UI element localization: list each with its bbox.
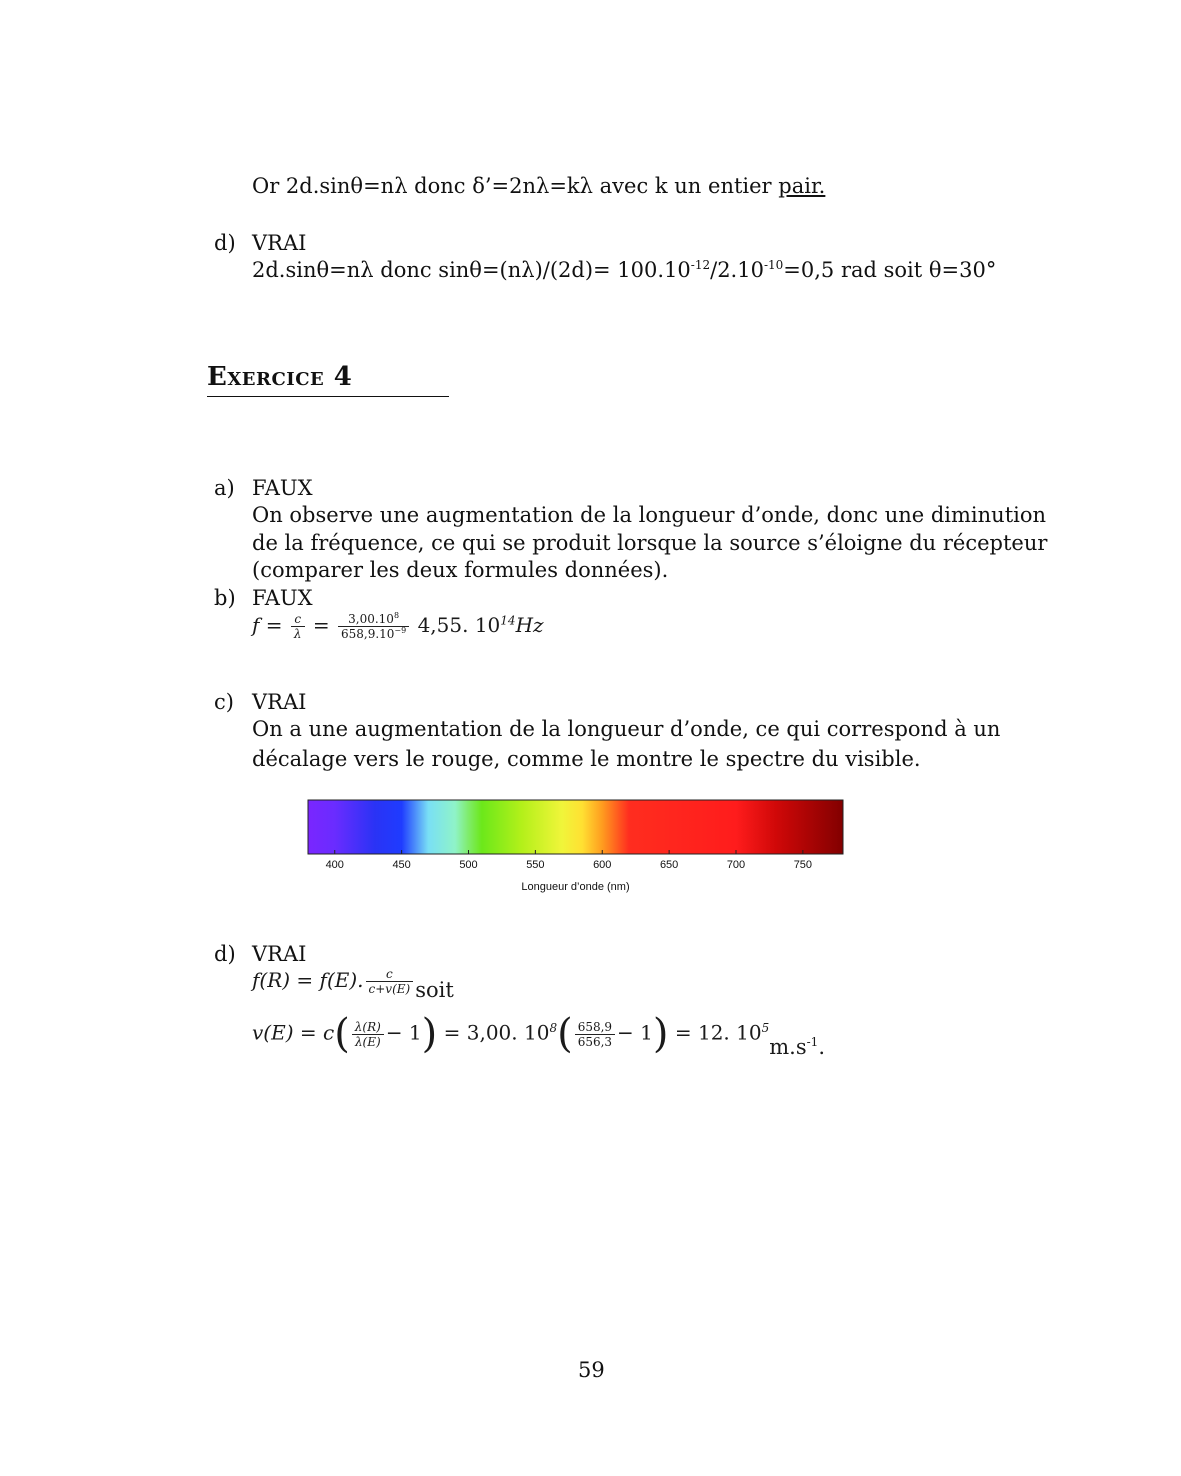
item-b-frac-2 — [338, 612, 409, 641]
item-d-formula-2-frac-2 — [575, 1020, 615, 1049]
item-d-paren-open-2: ( — [557, 1011, 573, 1057]
item-b-frac-1-den: λ — [293, 627, 302, 641]
item-d-paren-close-2: ) — [652, 1011, 669, 1057]
item-b-formula-eq: = — [312, 613, 330, 637]
spectrum-tick-label: 450 — [392, 859, 411, 871]
item-b-frac-2-den-exp: −9 — [394, 626, 407, 635]
exercise-heading: Exercice 4 — [207, 362, 353, 392]
item-b-result-exp: 14 — [500, 613, 516, 628]
item-d-formula-2-mid-exp: 8 — [549, 1020, 558, 1035]
item-d-formula-2-frac-1 — [352, 1020, 384, 1049]
item-b-formula-lhs: f = — [252, 613, 283, 637]
page-number: 59 — [578, 1358, 605, 1382]
item-b-unit: Hz — [515, 613, 544, 637]
item-d-formula-1-den: c+v(E) — [368, 982, 411, 996]
item-d-formula-1-lhs: f(R) = f(E). — [252, 968, 364, 992]
item-b-frac-2-den: 658,9.10 — [340, 627, 395, 641]
item-d-formula-2-minus-2: − 1 — [617, 1020, 653, 1045]
top-item-d-exp2: -10 — [763, 258, 784, 272]
item-c-line-1: On a une augmentation de la longueur d’onde, ce qui correspond à un — [252, 717, 1001, 741]
item-b-frac-1 — [291, 612, 305, 641]
top-item-d-text-a: 2d.sinθ=nλ donc sinθ=(nλ)/(2d)= 100.10 — [252, 258, 691, 282]
item-d-paren-close-1: ) — [421, 1011, 438, 1057]
spectrum-tick-label: 650 — [659, 859, 679, 871]
visible-spectrum — [300, 795, 860, 900]
item-b-label: b) — [214, 586, 236, 610]
top-item-d-text — [252, 256, 996, 284]
item-a-line-2: de la fréquence, ce qui se produit lorsque la source s’éloigne du récepteur — [252, 531, 1048, 555]
item-b-result: 4,55. 10 — [417, 613, 501, 637]
item-d-unit-text: m.s — [769, 1034, 807, 1059]
top-item-d-text-b: /2.10 — [710, 258, 764, 282]
top-line-1-text: Or 2d.sinθ=nλ donc δ’=2nλ=kλ avec k un entier — [252, 174, 779, 198]
item-a-label: a) — [214, 476, 235, 500]
item-b-verdict: FAUX — [252, 586, 313, 610]
item-d-unit-exp: -1 — [806, 1034, 819, 1049]
item-d-formula-2-frac-1-num: λ(R) — [352, 1020, 384, 1035]
item-c-verdict: VRAI — [252, 690, 307, 714]
top-line-1 — [252, 172, 825, 200]
spectrum-bar — [308, 800, 843, 854]
spectrum-tick-label: 550 — [526, 859, 545, 871]
item-b-frac-2-num: 3,00.10 — [348, 612, 394, 626]
item-b-frac-2-num-exp: 8 — [393, 611, 400, 620]
item-d-formula-1-num: c — [366, 967, 414, 982]
item-a-verdict: FAUX — [252, 476, 313, 500]
top-item-d-text-c: =0,5 rad soit θ=30° — [783, 258, 997, 282]
item-d-formula-1-tail: soit — [415, 978, 454, 1002]
spectrum-tick-label: 500 — [459, 859, 478, 871]
item-d-formula-2-lhs: v(E) = c — [252, 1020, 335, 1045]
item-d-verdict: VRAI — [252, 942, 307, 966]
item-a-line-3: (comparer les deux formules données). — [252, 558, 669, 582]
top-item-d-verdict: VRAI — [252, 231, 307, 255]
spectrum-tick-label: 400 — [325, 859, 344, 871]
item-d-unit-end: . — [818, 1034, 825, 1059]
item-d-paren-open-1: ( — [334, 1011, 350, 1057]
top-item-d-label: d) — [214, 231, 236, 255]
item-d-formula-2-minus-1: − 1 — [385, 1020, 422, 1045]
spectrum-tick-label: 750 — [793, 859, 813, 871]
item-d-formula-2-frac-2-num: 658,9 — [575, 1020, 615, 1035]
item-c-label: c) — [214, 690, 234, 714]
top-item-d-exp1: -12 — [690, 258, 711, 272]
item-d-formula-2-mid: = 3,00. 10 — [443, 1020, 550, 1045]
item-d-formula-2-frac-2-den: 656,3 — [577, 1034, 613, 1049]
spectrum-xlabel: Longueur d’onde (nm) — [521, 881, 630, 893]
item-d-formula-2 — [252, 1011, 825, 1059]
item-b-frac-1-num: c — [291, 612, 305, 627]
item-a-line-1: On observe une augmentation de la longueur d’onde, donc une diminution — [252, 503, 1047, 527]
item-d-formula-2-result: = 12. 10 — [674, 1020, 762, 1045]
item-c-line-2: décalage vers le rouge, comme le montre le spectre du visible. — [252, 747, 921, 771]
item-d-label: d) — [214, 942, 236, 966]
item-b-formula — [252, 612, 544, 641]
item-d-formula-2-result-exp: 5 — [761, 1020, 770, 1035]
item-d-formula-1-frac — [366, 967, 414, 996]
spectrum-tick-label: 600 — [593, 859, 612, 871]
spectrum-tick-label: 700 — [726, 859, 746, 871]
item-d-formula-2-frac-1-den: λ(E) — [354, 1034, 381, 1049]
item-d-unit — [769, 1035, 825, 1059]
item-d-formula-1 — [252, 966, 454, 1002]
top-line-1-underlined: pair. — [778, 174, 826, 198]
heading-underline — [207, 396, 449, 397]
